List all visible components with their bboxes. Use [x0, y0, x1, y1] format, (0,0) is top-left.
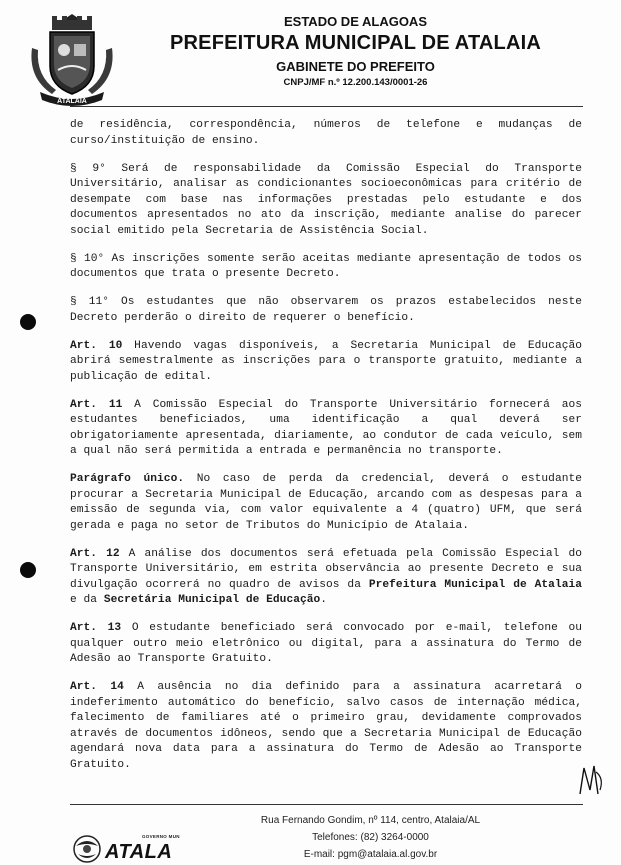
- article-14-text: A ausência no dia definido para a assinatura acarretará o indeferimento automático do benefício, salvo casos de internação médica, falecimento de familiares até o primeiro grau, devidamente comprovados através de documentos idôneos, sendo que a Secretaria Municipal de Educação agendará nova data para a assinatura do Termo de Adesão ao Transporte Gratuito.: [70, 681, 582, 771]
- logo-emblem-icon: [72, 834, 102, 864]
- article-12: [70, 547, 582, 609]
- article-12-highlight-education: Secretária Municipal de Educação: [103, 594, 321, 606]
- footer-divider: [70, 804, 583, 805]
- article-12-text-end: .: [320, 594, 328, 606]
- article-10: [70, 339, 582, 386]
- article-13-label: Art. 13: [70, 622, 122, 634]
- article-10-text: Havendo vagas disponíveis, a Secretaria Municipal de Educação abrirá semestralmente as inscrições para o transporte gratuito, mediante a publicação de edital.: [70, 339, 582, 383]
- article-14-label: Art. 14: [70, 681, 124, 693]
- footer-phone: Telefones: (82) 3264-0000: [312, 832, 429, 843]
- office-name: GABINETE DO PREFEITO: [276, 59, 435, 74]
- sole-paragraph-label: Parágrafo único.: [70, 473, 185, 485]
- paragraph-continuation: de residência, correspondência, números de telefone e mudanças de curso/instituição de ensino.: [70, 119, 582, 147]
- municipal-crest: [22, 8, 122, 108]
- logo-wordmark: ATALA: [105, 841, 173, 863]
- article-12-text: A análise dos documentos será efetuada pela Comissão Especial do Transporte Universitário, em estrita observância ao presente Decreto e sua divulgação ocorrerá no quadro de avisos da: [70, 547, 582, 591]
- sole-paragraph-text: No caso de perda da credencial, deverá o estudante procurar a Secretaria Municipal de Educação, arcando com as despesas para a emissão de segunda via, com valor equivalente a 4 (quatro) UFM, que será gerada e paga no setor de Tributos do Município de Atalaia.: [70, 473, 582, 532]
- cnpj-number: CNPJ/MF n.º 12.200.143/0001-26: [283, 77, 428, 88]
- government-logo: [72, 830, 182, 864]
- article-10-label: Art. 10: [70, 339, 123, 352]
- hole-punch-mark: [20, 314, 36, 330]
- decree-body: [70, 118, 582, 786]
- city-hall-name: PREFEITURA MUNICIPAL DE ATALAIA: [169, 32, 541, 54]
- article-12-label: Art. 12: [70, 547, 120, 560]
- footer-email: E-mail: pgm@atalaia.al.gov.br: [303, 849, 438, 860]
- footer-contact: [160, 812, 581, 863]
- paragraph-section-11: § 11° Os estudantes que não observarem os prazos estabelecidos neste Decreto perderão o direito de requerer o benefício.: [70, 296, 582, 324]
- logo-tagline: GOVERNO MUN: [142, 834, 180, 839]
- article-11-label: Art. 11: [70, 398, 123, 411]
- hole-punch-mark: [20, 562, 36, 578]
- article-12-highlight-city-hall: Prefeitura Municipal de Atalaia: [368, 578, 582, 591]
- article-13-text: O estudante beneficiado será convocado por e-mail, telefone ou qualquer outro meio eletrônico ou digital, para a assinatura do Termo de Adesão ao Transporte Gratuito.: [70, 622, 582, 665]
- header-divider: [70, 106, 583, 107]
- article-11: [70, 398, 582, 460]
- footer-address: Rua Fernando Gondim, nº 114, centro, Atalaia/AL: [260, 815, 481, 826]
- paragraph-section-10: § 10° As inscrições somente serão aceitas mediante apresentação de todos os documentos que trata o presente Decreto.: [70, 252, 582, 280]
- letterhead: [120, 14, 591, 90]
- article-12-text-join: e da: [70, 594, 104, 606]
- article-11-text: A Comissão Especial do Transporte Universitário fornecerá aos estudantes beneficiados, uma identificação a qual deverá ser obrigatoriamente apresentada, diariamente, ao condutor de cada veículo, sem a qual não será permitida a entrada e permanência no transporte.: [70, 398, 582, 457]
- handwritten-initials: [572, 760, 608, 800]
- paragraph-section-9: § 9° Será de responsabilidade da Comissão Especial do Transporte Universitário, analisar as condicionantes socioeconômicas para critério de desempate com base nas informações prestadas pelo estudante e dos documentos apresentados no ato da inscrição, mediante analise do parecer social emitido pela Secretaria de Assistência Social.: [70, 162, 582, 237]
- svg-text:ATALAIA: ATALAIA: [57, 98, 87, 105]
- state-name: ESTADO DE ALAGOAS: [283, 14, 427, 29]
- sole-paragraph: [70, 472, 582, 534]
- article-14: [70, 680, 582, 773]
- article-13: [70, 621, 582, 668]
